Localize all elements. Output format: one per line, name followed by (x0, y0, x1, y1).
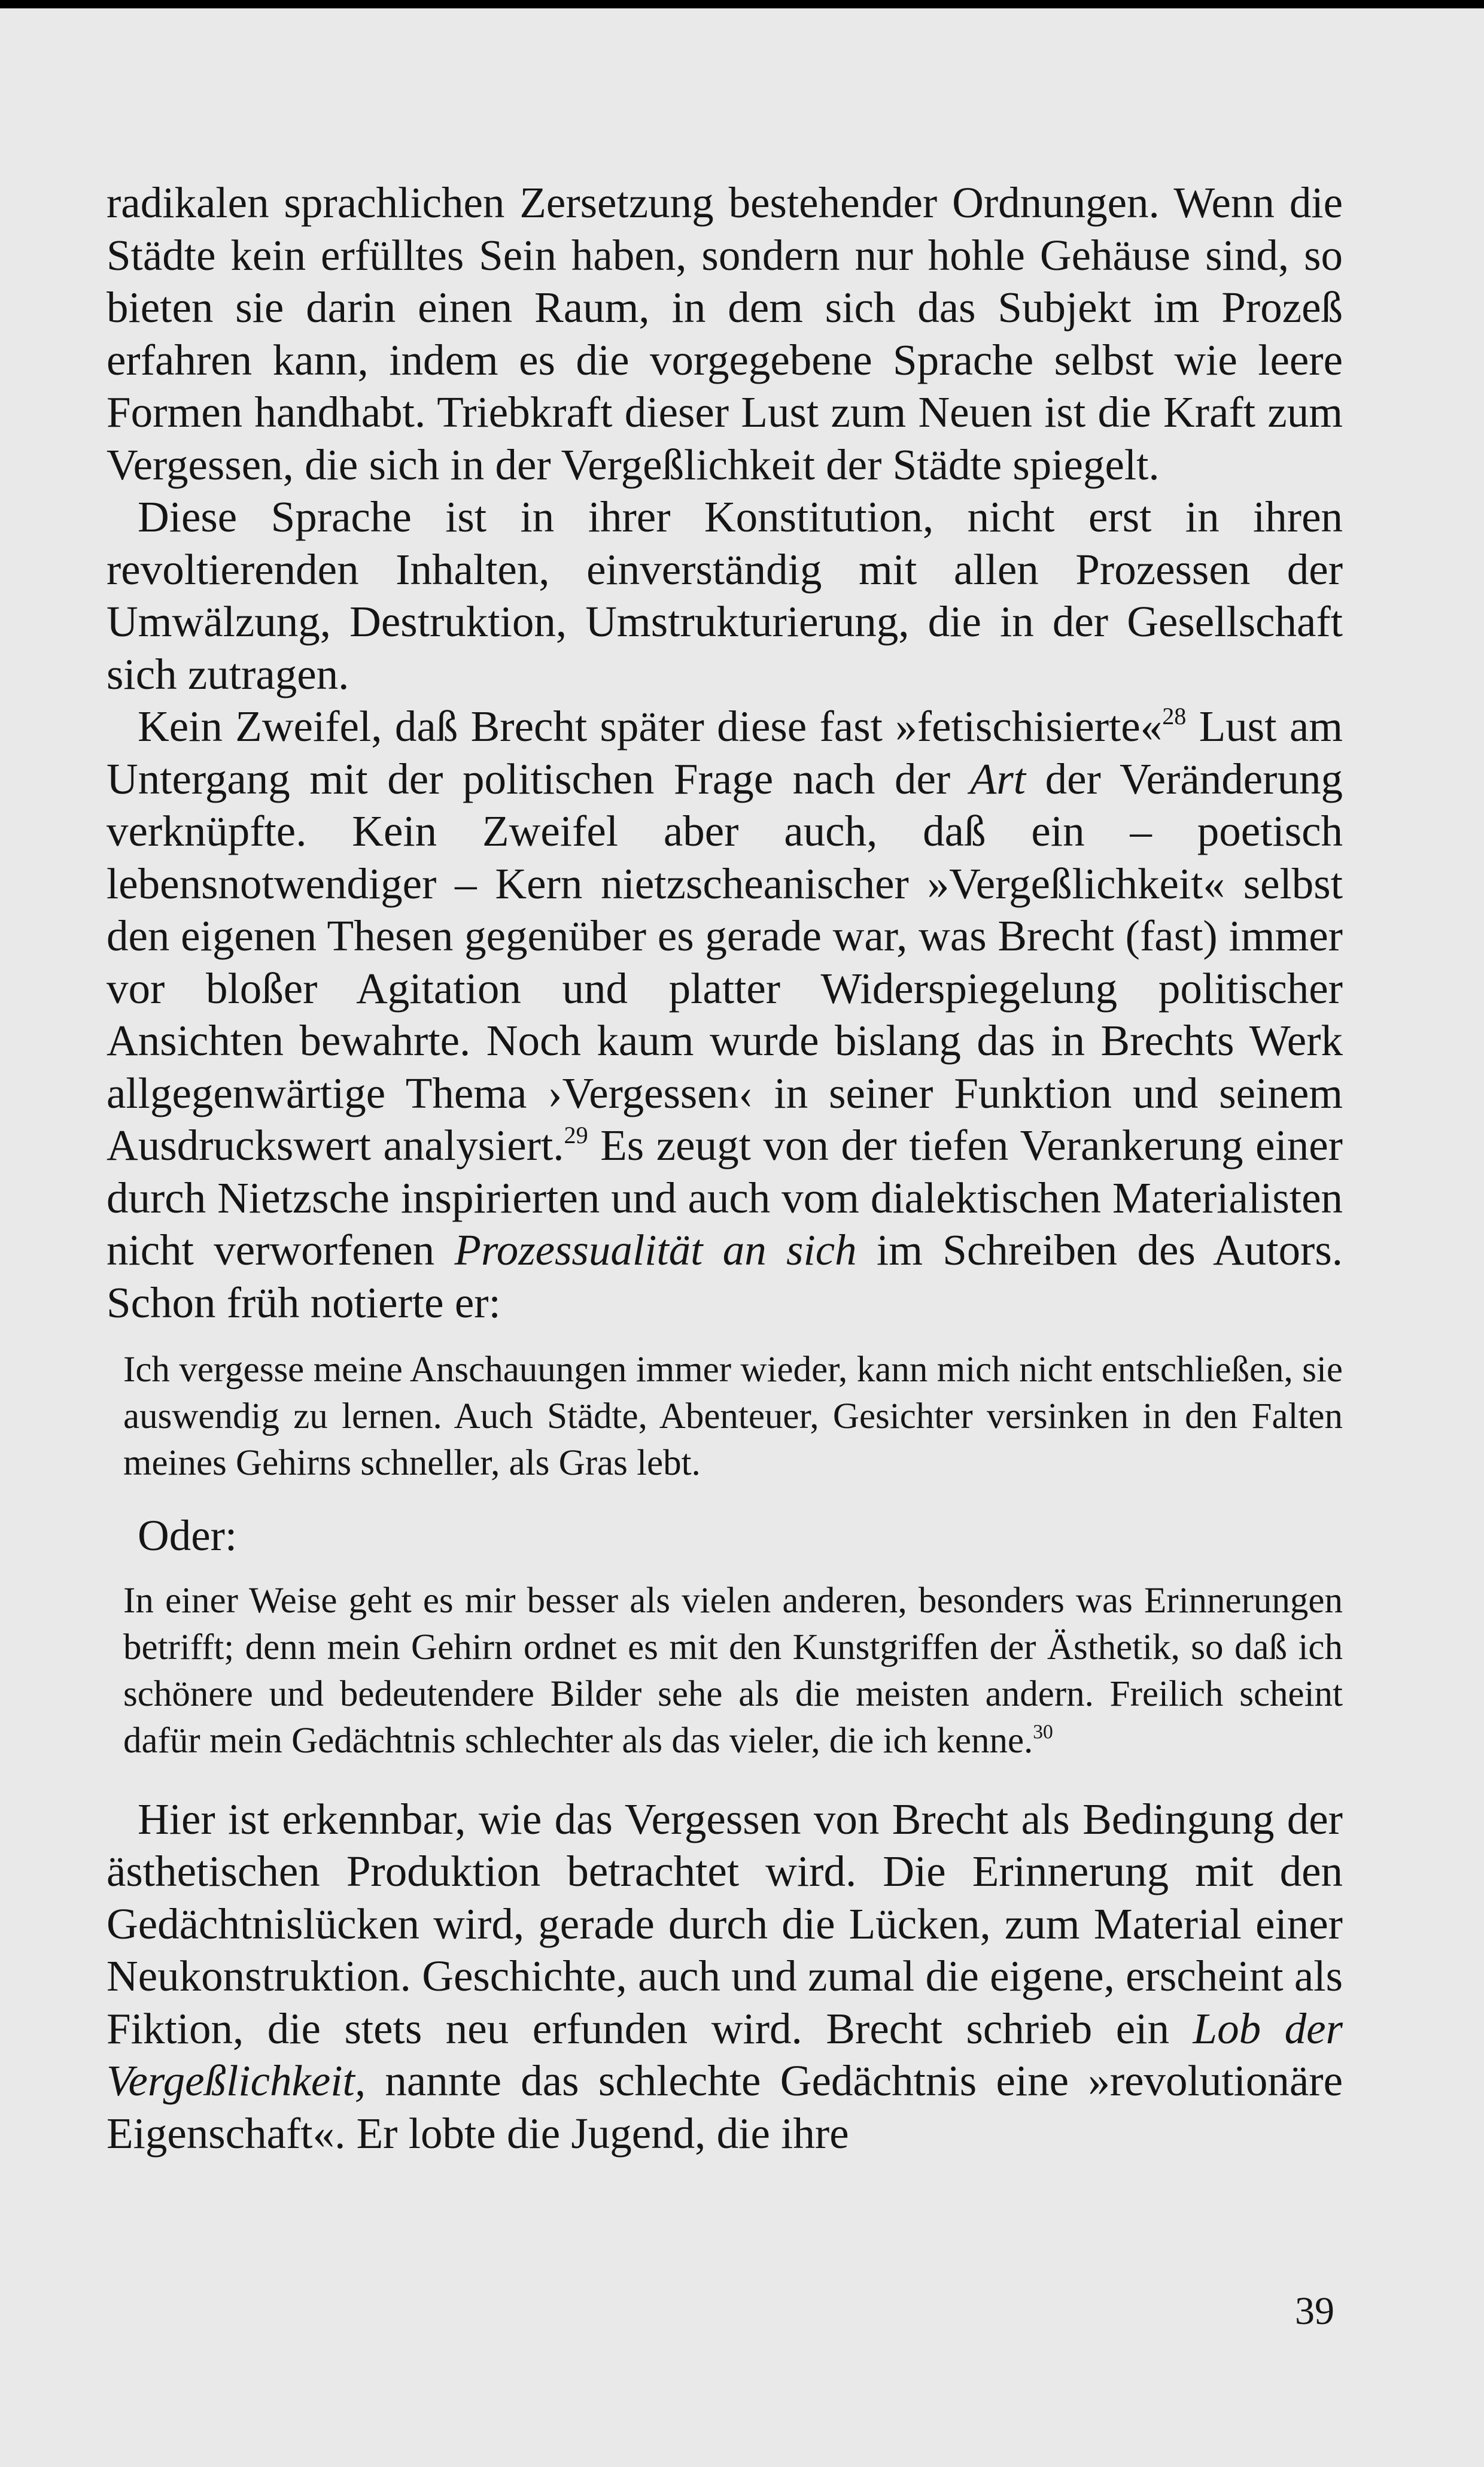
footnote-ref-29: 29 (564, 1121, 588, 1149)
paragraph-3-part-a: Kein Zweifel, daß Brecht später diese fast »fetischisierte« (138, 702, 1163, 751)
footnote-ref-28: 28 (1162, 702, 1187, 730)
paragraph-3-part-d: Es zeugt von der tiefen Verankerung einer durch Nietzsche inspirierten und auch vom dialektischen Materialisten nicht verworfenen (107, 1121, 1343, 1274)
block-quote-2 (107, 1578, 1343, 1764)
book-title-lob-der-vergesslichkeit: Lob der Vergeßlichkeit, (107, 2004, 1343, 2105)
paragraph-3 (107, 700, 1343, 1329)
paragraph-3-part-c: der Veränderung verknüpfte. Kein Zweifel aber auch, daß ein – poetisch lebensnotwendiger – Kern nietzscheanischer »Vergeßlichkeit« selbst den eigenen Thesen gegenüber es gerade war, was Brecht (fast) immer vor bloßer Agitation und platter Widerspiegelung politischer Ansichten bewahrte. Noch kaum wurde bislang das in Brechts Werk allgegenwärtige Thema ›Vergessen‹ in seiner Funktion und seinem Ausdruckswert analysiert. (107, 754, 1343, 1169)
paragraph-3-part-b: Lust am Untergang mit der politischen Frage nach der (107, 702, 1343, 803)
paragraph-1: radikalen sprachlichen Zersetzung bestehender Ordnungen. Wenn die Städte kein erfülltes Sein haben, sondern nur hohle Gehäuse sind, so bieten sie darin einen Raum, in dem sich das Subjekt im Prozeß erfahren kann, indem es die vorgegebene Sprache selbst wie leere Formen handhabt. Triebkraft dieser Lust zum Neuen ist die Kraft zum Vergessen, die sich in der Vergeßlichkeit der Städte spiegelt. (107, 178, 1343, 489)
scan-top-border (0, 0, 1484, 8)
block-quote-2-text: In einer Weise geht es mir besser als vielen anderen, besonders was Erinnerungen betrifft; denn mein Gehirn ordnet es mit den Kunstgriffen der Ästhetik, so daß ich schönere und bedeutendere Bilder sehe als die meisten andern. Freilich scheint dafür mein Gedächtnis schlechter als das vieler, die ich kenne. (123, 1580, 1343, 1761)
paragraph-2: Diese Sprache ist in ihrer Konstitution, nicht erst in ihren revoltierenden Inhalten, einverständig mit allen Prozessen der Umwälzung, Destruktion, Umstrukturierung, die in der Gesellschaft sich zutragen. (107, 493, 1343, 698)
emphasis-art: Art (969, 754, 1026, 803)
block-quote-1: Ich vergesse meine Anschauungen immer wieder, kann mich nicht entschließen, sie auswendig zu lernen. Auch Städte, Abenteuer, Gesichter versinken in den Falten meines Gehirns schneller, als Gras lebt. (123, 1350, 1343, 1483)
emphasis-prozessualitaet: Prozessualität an sich (454, 1226, 857, 1274)
paragraph-4-part-a: Hier ist erkennbar, wie das Vergessen von Brecht als Bedingung der ästhetischen Produktion betrachtet wird. Die Erinnerung mit den Gedächtnislücken wird, gerade durch die Lücken, zum Material einer Neukonstruktion. Geschichte, auch und zumal die eigene, erscheint als Fiktion, die stets neu erfunden wird. Brecht schrieb ein (107, 1794, 1343, 2053)
oder-line: Oder: (138, 1511, 238, 1560)
paragraph-4-part-b: nannte das schlechte Gedächtnis eine »revolutionäre Eigenschaft«. Er lobte die Jugend, die ihre (107, 2056, 1343, 2158)
paragraph-4 (107, 1793, 1343, 2160)
footnote-ref-30: 30 (1033, 1721, 1053, 1743)
page-number: 39 (1295, 2289, 1334, 2333)
paragraph-3-part-e: im Schreiben des Autors. Schon früh notierte er: (107, 1226, 1343, 1327)
page-body (107, 177, 1343, 2159)
